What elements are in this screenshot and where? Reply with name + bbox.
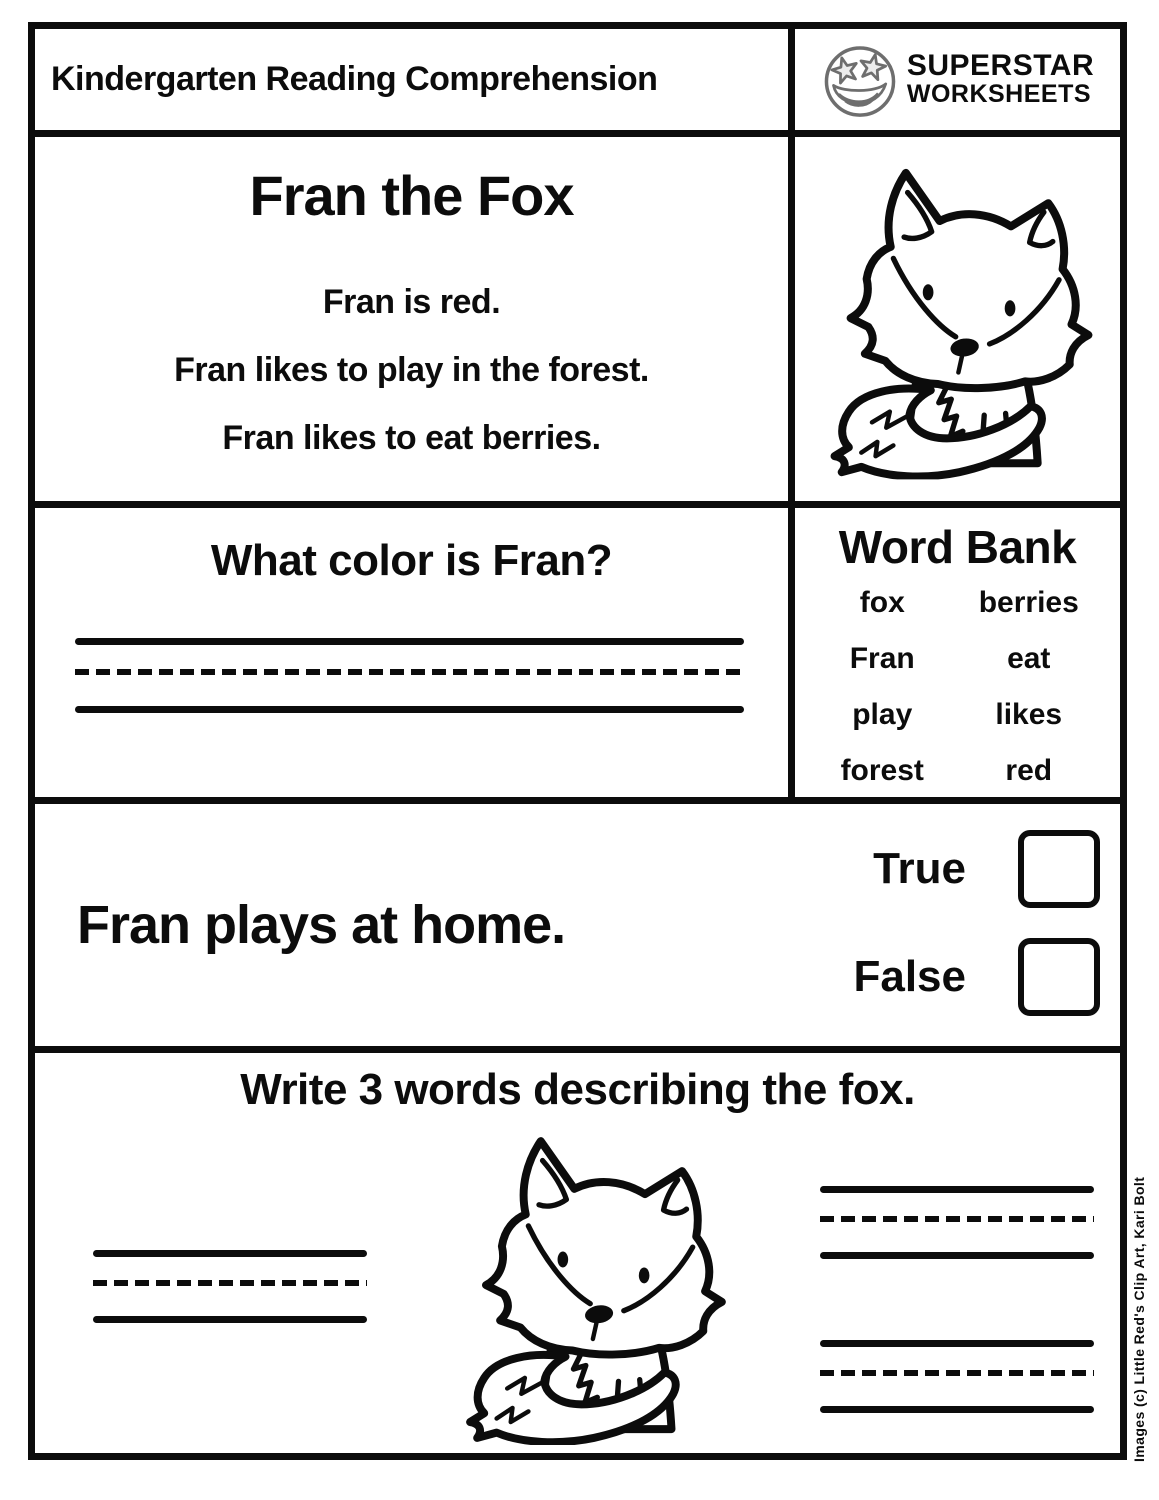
worksheet-title: Kindergarten Reading Comprehension	[51, 60, 658, 98]
true-checkbox[interactable]	[1018, 830, 1100, 908]
answer-line-dashed	[93, 1280, 367, 1286]
statement-cell	[35, 804, 780, 1046]
tf-option-false	[780, 938, 1100, 1016]
word-bank-word: berries	[978, 586, 1079, 619]
answer-line-solid	[820, 1406, 1094, 1413]
answer-line-solid	[820, 1186, 1094, 1193]
word-bank-list	[809, 586, 1102, 788]
story-line: Fran is red.	[322, 283, 501, 321]
answer-line-solid	[75, 638, 744, 645]
describe-answer-lines-1[interactable]	[93, 1250, 367, 1323]
brand-cell	[795, 29, 1120, 130]
answer-line-solid	[820, 1252, 1094, 1259]
word-bank-word: eat	[1007, 642, 1051, 675]
fox-icon	[442, 1127, 742, 1445]
answer-line-dashed	[75, 669, 744, 675]
header-row	[35, 29, 1120, 130]
story-title: Fran the Fox	[249, 164, 574, 227]
story-line: Fran likes to play in the forest.	[174, 351, 649, 389]
tf-statement: Fran plays at home.	[77, 895, 566, 955]
story-line: Fran likes to eat berries.	[222, 419, 601, 457]
fox-icon	[815, 154, 1100, 484]
word-bank-word: Fran	[849, 642, 915, 675]
brand-name-superstar: SUPERSTAR	[906, 49, 1095, 83]
word-bank-title: Word Bank	[838, 521, 1077, 573]
word-bank-word: red	[1005, 754, 1053, 787]
answer-line-solid	[820, 1340, 1094, 1347]
false-label: False	[853, 952, 966, 1001]
question-prompt: What color is Fran?	[210, 536, 613, 585]
answer-line-solid	[93, 1316, 367, 1323]
tf-options-cell	[780, 804, 1120, 1046]
describe-answer-lines-3[interactable]	[820, 1340, 1094, 1413]
story-row	[35, 130, 1120, 501]
answer-lines[interactable]	[75, 638, 744, 713]
tf-option-true	[780, 830, 1100, 908]
true-false-row	[35, 797, 1120, 1046]
word-bank-word: forest	[840, 754, 924, 787]
word-bank-word: play	[852, 698, 913, 731]
header-title-cell	[35, 29, 795, 130]
brand-logo	[795, 29, 1120, 130]
word-bank-cell	[795, 508, 1120, 797]
image-credit: Images (c) Little Red's Clip Art, Kari Bolt	[1131, 1176, 1147, 1462]
worksheet-border	[28, 22, 1127, 1460]
word-bank-word: likes	[995, 698, 1063, 731]
describe-answer-lines-2[interactable]	[820, 1186, 1094, 1259]
story-text	[35, 268, 788, 472]
answer-line-solid	[93, 1250, 367, 1257]
true-label: True	[873, 844, 966, 893]
describe-row	[35, 1046, 1120, 1453]
question-row	[35, 501, 1120, 797]
word-bank-word: fox	[859, 586, 905, 619]
answer-line-solid	[75, 706, 744, 713]
answer-line-dashed	[820, 1370, 1094, 1376]
brand-name-worksheets: WORKSHEETS	[906, 80, 1092, 109]
story-illustration-cell	[795, 137, 1120, 501]
story-cell	[35, 137, 795, 501]
answer-line-dashed	[820, 1216, 1094, 1222]
question-cell	[35, 508, 795, 797]
brand-name	[907, 51, 1094, 107]
false-checkbox[interactable]	[1018, 938, 1100, 1016]
star-struck-face-icon	[821, 41, 899, 119]
describe-prompt: Write 3 words describing the fox.	[240, 1065, 915, 1114]
